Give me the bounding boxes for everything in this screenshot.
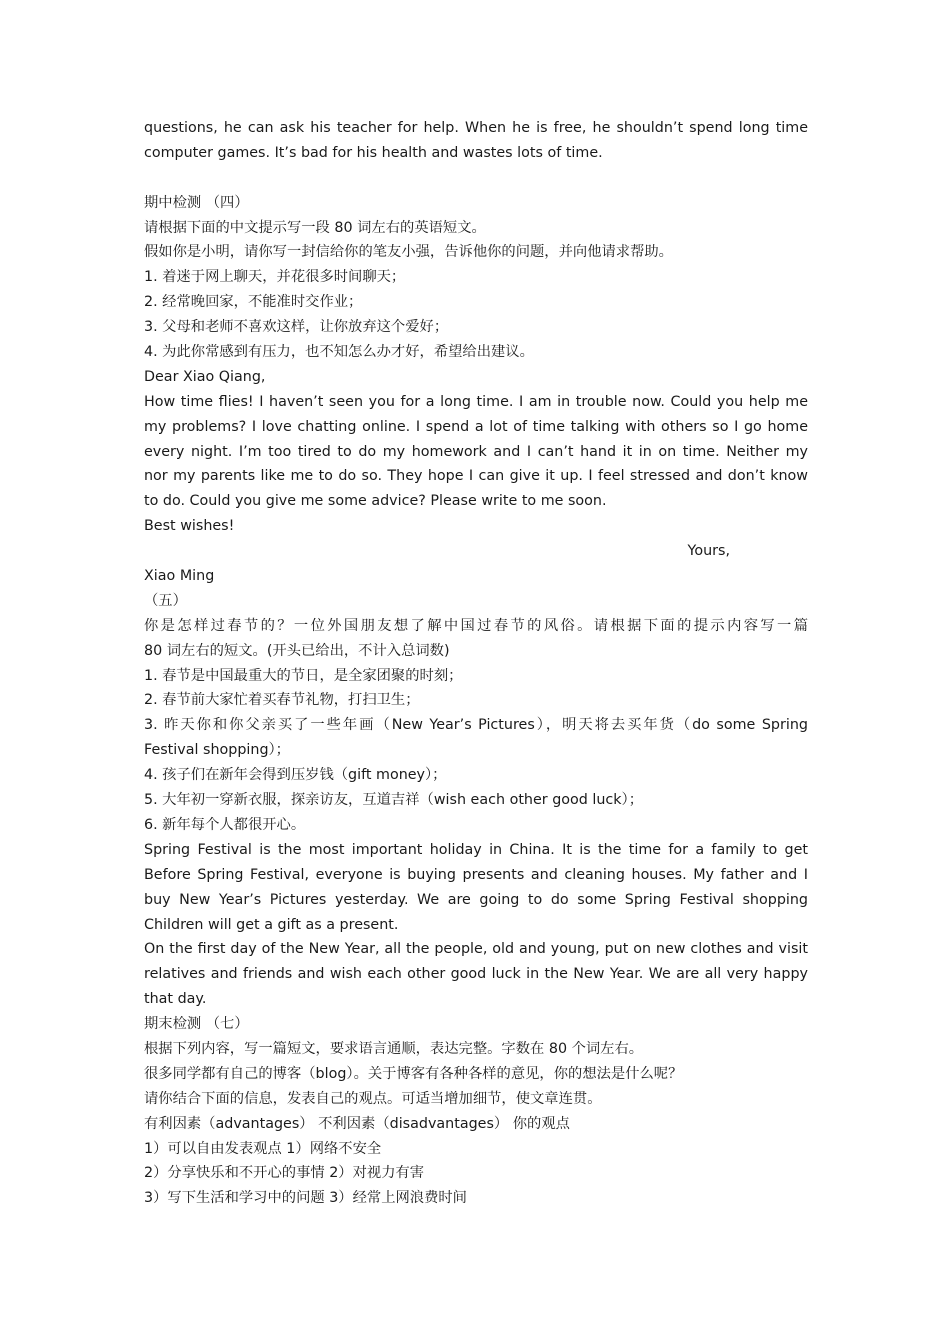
letter-body-line: every night. I’m too tired to do my homework and I can’t hand it in on time. Neither my bbox=[144, 443, 808, 460]
essay-line: Children will get a gift as a present. bbox=[144, 916, 399, 933]
section5-point: 1. 春节是中国最重大的节日，是全家团聚的时刻； bbox=[144, 667, 463, 684]
essay-line: Spring Festival is the most important holiday in China. It is the time for a family to get bbox=[144, 841, 808, 858]
section5-point: 5. 大年初一穿新衣服，探亲访友，互道吉祥（wish each other good luck）； bbox=[144, 792, 644, 809]
section5-heading: （五） bbox=[144, 592, 187, 609]
section5-point: 2. 春节前大家忙着买春节礼物，打扫卫生； bbox=[144, 692, 420, 709]
essay-line: that day. bbox=[144, 991, 207, 1008]
letter-greeting: Dear Xiao Qiang, bbox=[144, 368, 266, 385]
letter-body-line: my problems? I love chatting online. I spend a lot of time talking with others so I go home bbox=[144, 418, 808, 435]
section7-prompt: 很多同学都有自己的博客（blog）。关于博客有各种各样的意见，你的想法是什么呢？ bbox=[144, 1065, 683, 1082]
section5-point: 3. 昨天你和你父亲买了一些年画（New Year’s Pictures），明天将去买年货（do some Spring bbox=[144, 717, 808, 734]
letter-closing: Best wishes! bbox=[144, 518, 235, 535]
essay-line: On the first day of the New Year, all the people, old and young, put on new clothes and visit bbox=[144, 941, 808, 958]
document-page bbox=[144, 116, 808, 1211]
letter-body-line: to do. Could you give me some advice? Please write to me soon. bbox=[144, 493, 607, 510]
essay-line: relatives and friends and wish each other good luck in the New Year. We are all very happy bbox=[144, 966, 808, 983]
letter-signature: Xiao Ming bbox=[144, 568, 215, 585]
essay-line: Before Spring Festival, everyone is buying presents and cleaning houses. My father and I bbox=[144, 866, 808, 883]
section4-point: 1. 着迷于网上聊天，并花很多时间聊天； bbox=[144, 269, 406, 286]
intro-line: computer games. It’s bad for his health and wastes lots of time. bbox=[144, 144, 603, 161]
factors-row: 1）可以自由发表观点 1）网络不安全 bbox=[144, 1140, 382, 1157]
section4-heading: 期中检测 （四） bbox=[144, 194, 249, 211]
section5-point: Festival shopping）； bbox=[144, 742, 290, 759]
section5-point: 4. 孩子们在新年会得到压岁钱（gift money）； bbox=[144, 767, 447, 784]
section5-prompt-line: 80 词左右的短文。(开头已给出，不计入总词数) bbox=[144, 642, 450, 659]
section4-prompt: 假如你是小明，请你写一封信给你的笔友小强，告诉他你的问题，并向他请求帮助。 bbox=[144, 244, 673, 261]
section7-heading: 期末检测 （七） bbox=[144, 1016, 249, 1033]
letter-body-line: How time flies! I haven’t seen you for a long time. I am in trouble now. Could you help me bbox=[144, 393, 808, 410]
section4-point: 2. 经常晚回家，不能准时交作业； bbox=[144, 294, 363, 311]
essay-line: buy New Year’s Pictures yesterday. We are going to do some Spring Festival shopping bbox=[144, 891, 808, 908]
factors-row: 3）写下生活和学习中的问题 3）经常上网浪费时间 bbox=[144, 1190, 467, 1207]
section7-prompt: 请你结合下面的信息，发表自己的观点。可适当增加细节，使文章连贯。 bbox=[144, 1090, 602, 1107]
intro-line: questions, he can ask his teacher for help. When he is free, he shouldn’t spend long time bbox=[144, 120, 808, 136]
section5-prompt-line: 你是怎样过春节的？一位外国朋友想了解中国过春节的风俗。请根据下面的提示内容写一篇 bbox=[144, 617, 808, 634]
section4-point: 4. 为此你常感到有压力，也不知怎么办才好，希望给出建议。 bbox=[144, 344, 534, 361]
section7-instruction: 根据下列内容，写一篇短文，要求语言通顺，表达完整。字数在 80 个词左右。 bbox=[144, 1040, 644, 1057]
factors-row: 2）分享快乐和不开心的事情 2）对视力有害 bbox=[144, 1165, 425, 1182]
spacer bbox=[144, 166, 808, 191]
letter-body-line: nor my parents like me to do so. They hope I can give it up. I feel stressed and don’t know bbox=[144, 468, 808, 485]
section5-point: 6. 新年每个人都很开心。 bbox=[144, 816, 306, 833]
letter-yours: Yours, bbox=[687, 543, 730, 560]
factors-header: 有利因素（advantages） 不利因素（disadvantages） 你的观点 bbox=[144, 1115, 570, 1132]
section4-instruction: 请根据下面的中文提示写一段 80 词左右的英语短文。 bbox=[144, 219, 486, 236]
section4-point: 3. 父母和老师不喜欢这样，让你放弃这个爱好； bbox=[144, 319, 449, 336]
